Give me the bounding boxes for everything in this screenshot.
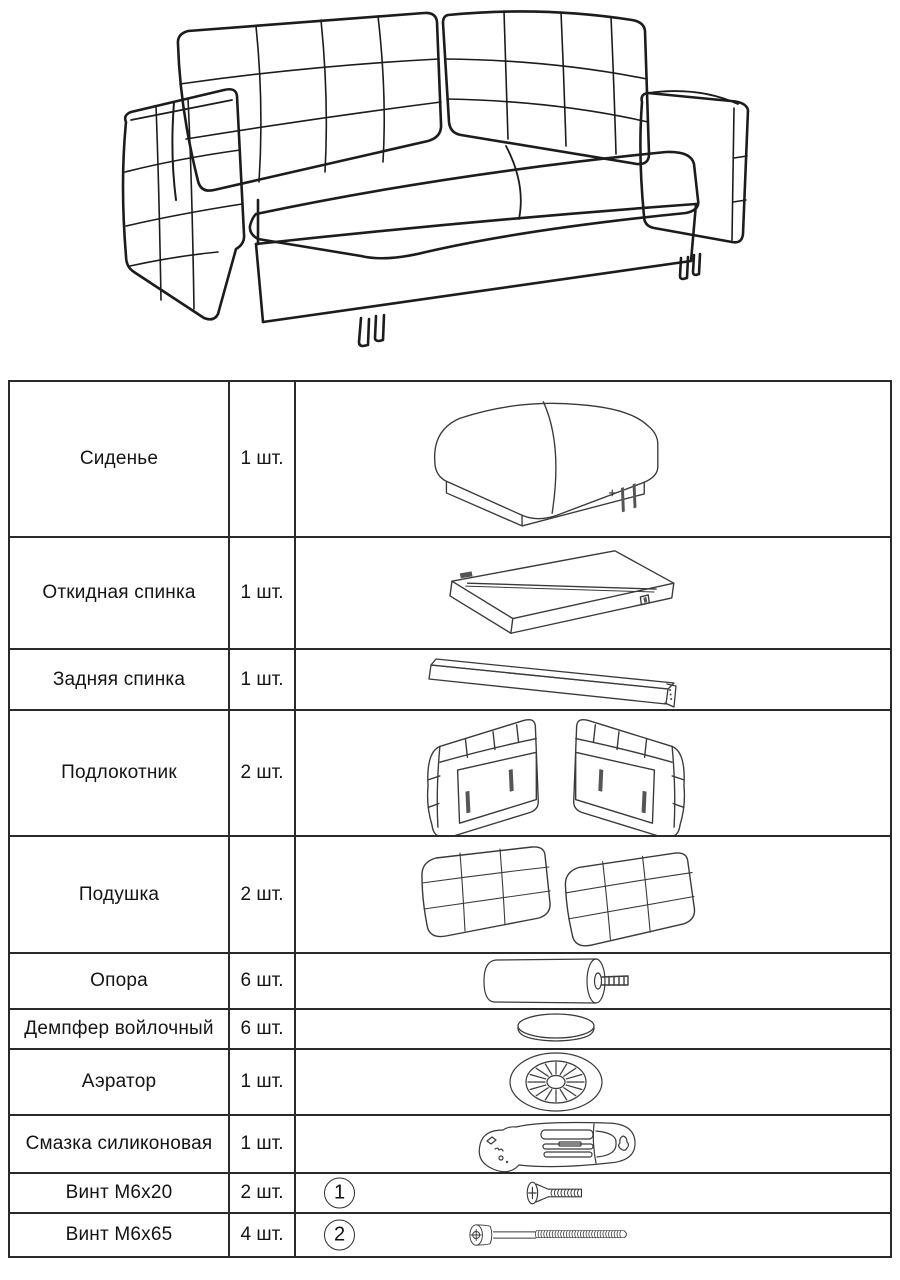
parts-table [8,380,892,1258]
part-name: Опора [9,953,229,1009]
table-row [9,710,891,836]
part-qty: 1 шт. [229,1049,295,1115]
part-qty: 2 шт. [229,836,295,953]
table-row [9,1009,891,1049]
felt-damper-icon [496,1011,616,1047]
part-illustration-cell [295,710,891,836]
part-illustration-cell [295,1173,891,1213]
part-illustration-cell [295,836,891,953]
screw-marker-2: 2 [324,1220,355,1251]
folding-backrest-icon [406,540,706,646]
part-name: Смазка силиконовая [9,1115,229,1173]
part-name: Винт М6х65 [9,1213,229,1257]
part-qty: 1 шт. [229,649,295,710]
part-name: Подлокотник [9,710,229,836]
table-row [9,1115,891,1173]
table-row [9,649,891,710]
part-name: Демпфер войлочный [9,1009,229,1049]
part-qty: 6 шт. [229,953,295,1009]
leg-icon [468,954,643,1008]
sofa-drawing [106,4,766,352]
table-row [9,836,891,953]
part-illustration-cell [295,953,891,1009]
part-illustration-cell [295,1049,891,1115]
sofa-icon [106,4,766,352]
table-row [9,537,891,649]
part-illustration-cell [295,1213,891,1257]
part-illustration-cell [295,1115,891,1173]
part-name: Сиденье [9,381,229,537]
part-qty: 1 шт. [229,381,295,537]
screw-m6x65-icon [466,1218,646,1252]
screw-marker-1: 1 [324,1178,355,1209]
part-qty: 6 шт. [229,1009,295,1049]
aerator-icon [506,1051,606,1113]
table-row [9,1173,891,1213]
part-name: Подушка [9,836,229,953]
part-illustration-cell [295,649,891,710]
part-qty: 2 шт. [229,1173,295,1213]
part-illustration-cell [295,1009,891,1049]
seat-icon [396,389,716,529]
armrest-pair-icon [406,711,706,835]
part-qty: 1 шт. [229,1115,295,1173]
grease-sachet-icon [471,1116,641,1172]
part-qty: 2 шт. [229,710,295,836]
table-row [9,1213,891,1257]
table-row [9,381,891,537]
part-name: Задняя спинка [9,649,229,710]
part-qty: 4 шт. [229,1213,295,1257]
cushion-pair-icon [406,839,706,951]
part-illustration-cell [295,381,891,537]
part-qty: 1 шт. [229,537,295,649]
part-illustration-cell [295,537,891,649]
part-name: Откидная спинка [9,537,229,649]
back-panel-icon [411,652,701,708]
part-name: Аэратор [9,1049,229,1115]
table-row [9,1049,891,1115]
screw-m6x20-icon [523,1177,589,1209]
table-row [9,953,891,1009]
part-name: Винт М6х20 [9,1173,229,1213]
